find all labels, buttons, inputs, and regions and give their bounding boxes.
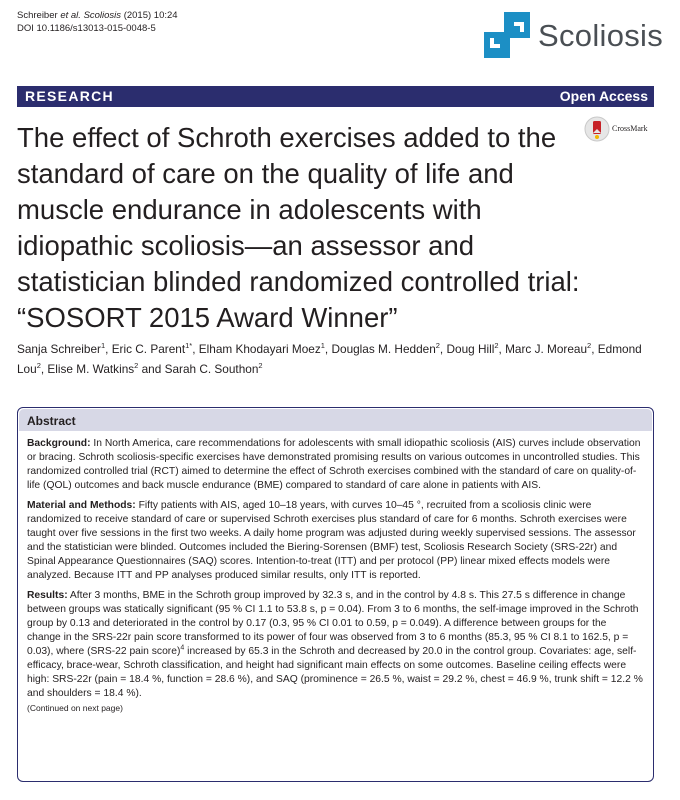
results-text-continued: increased by 65.3 in the Schroth and decreased by 20.0 in the control group. Covariates: age, self-efficacy, brace-wear, Schroth classification, and height had significant main effects on some outcomes. Baseline ceiling effects were high: SRS-22r (pain = 18.4 %, function = 28.6 %), and SAQ (prominence = 26.5 %, waist = 29.2 %, chest = 46.9 %, trunk shift = 12.2 % and shoulders = 18.4 %). [27,646,643,699]
author-affiliation: 1 [100,341,106,351]
doi: DOI 10.1186/s13013-015-0048-5 [17,23,156,34]
author[interactable]: Eric C. Parent [111,342,186,356]
citation-header [17,9,178,35]
citation-line [17,9,178,22]
abstract-background [27,437,643,493]
abstract-heading: Abstract [19,409,652,431]
citation-etal: et al. [60,10,81,21]
author-affiliation: 2 [36,361,41,371]
citation-year-volume: (2015) 10:24 [123,10,178,21]
background-text: In North America, care recommendations for adolescents with small idiopathic scoliosis (AIS) curves include observation or bracing. Schroth scoliosis-specific exercises have demonstrated promising results on various outcomes in uncontrolled studies. This randomized controlled trial (RCT) aimed to determine the effect of Schroth exercises combined with the standard of care on quality-of-life (QOL) outcomes and back muscle endurance (BME) compared to standard of care alone in patients with AIS. [27,438,641,491]
results-label: Results: [27,590,68,601]
methods-label: Material and Methods: [27,500,136,511]
results-text: After 3 months, BME in the Schroth group improved by 32.3 s, and in the control by 4.8 s. This 27.5 s difference in change between groups was statically significant (95 % CI 1.1 to 53.8 s, p = 0.04). From 3 to 6 months, the self-image improved in the Schroth group by 0.13 and deteriorated in the control by 0.17 (0.3, 95 % CI 0.01 to 0.59, p = 0.049). A difference between groups for the change in the SRS-22r pain score transformed to its power of four was observed from 3 to 6 months (85.3, 95 % CI 8.1 to 162.5, p = 0.03), where (SRS-22 pain score) [27,590,639,657]
author-affiliation: 2 [258,361,263,371]
results-superscript: 4 [180,644,185,652]
abstract-body [27,437,643,714]
authors-conjunction: and [141,362,162,376]
author-affiliation: 1* [185,341,193,351]
abstract-results [27,589,643,701]
abstract-box [17,407,654,782]
continued-note: (Continued on next page) [27,703,123,713]
journal-logo-text: Scoliosis [538,18,664,53]
background-label: Background: [27,438,91,449]
crossmark-label: CrossMark [612,124,648,133]
author-list: Sanja Schreiber$^1$, Eric C. Parent$^{1*}$, Elham Khodayari Moez$^1$, Douglas M. Hedden$^2$, Doug Hill$^2$, Marc J. Moreau$^2$, Edmond Lou$^2$, Elise M. Watkins$^2$ and Sarah C. Southon$^2$ [17,341,642,376]
author-affiliation: 2 [435,341,440,351]
author-affiliation: 1 [320,341,325,351]
author[interactable]: Edmond Lou [17,342,642,376]
author[interactable]: Doug Hill [446,342,495,356]
methods-text: Fifty patients with AIS, aged 10–18 years, with curves 10–45 °, recruited from a scoliosis clinic were randomized to receive standard of care or supervised Schroth exercises plus standard of care for 6 months. Schroth exercises were taught over five sessions in the first two weeks. A daily home program was adjusted during weekly supervised sessions. The assessor and the statistician were blinded. Outcomes included the Biering-Sorensen (BMF) test, Scoliosis Research Society (SRS-22r) and Spinal Appearance Questionnaires (SAQ) scores. Intention-to-treat (ITT) and per protocol (PP) linear mixed effects models were analyzed. Because ITT and PP analyses produced similar results, only ITT is reported. [27,500,636,581]
article-type-banner [17,86,654,107]
author-affiliation: 2 [494,341,499,351]
article-title: The effect of Schroth exercises added to the standard of care on the quality of life and muscle endurance in adolescents with idiopathic scoliosis—an assessor and statistician blinded randomized controlled trial: “SOSORT 2015 Award Winner” [17,122,580,333]
journal-logo-icon [484,12,530,58]
author[interactable]: Elham Khodayari Moez [198,342,321,356]
author[interactable]: Elise M. Watkins [47,362,135,376]
author[interactable]: Douglas M. Hedden [331,342,436,356]
author-affiliation: 2 [587,341,592,351]
author[interactable]: Sanja Schreiber [17,342,101,356]
citation-authors: Schreiber [17,10,58,21]
abstract-methods [27,499,643,583]
open-access-label: Open Access [559,88,648,104]
section-label: RESEARCH [25,88,114,104]
author-affiliation: 2 [134,361,139,371]
author[interactable]: Sarah C. Southon [164,362,259,376]
author[interactable]: Marc J. Moreau [505,342,588,356]
journal-logo [484,12,664,58]
citation-journal: Scoliosis [83,10,122,21]
